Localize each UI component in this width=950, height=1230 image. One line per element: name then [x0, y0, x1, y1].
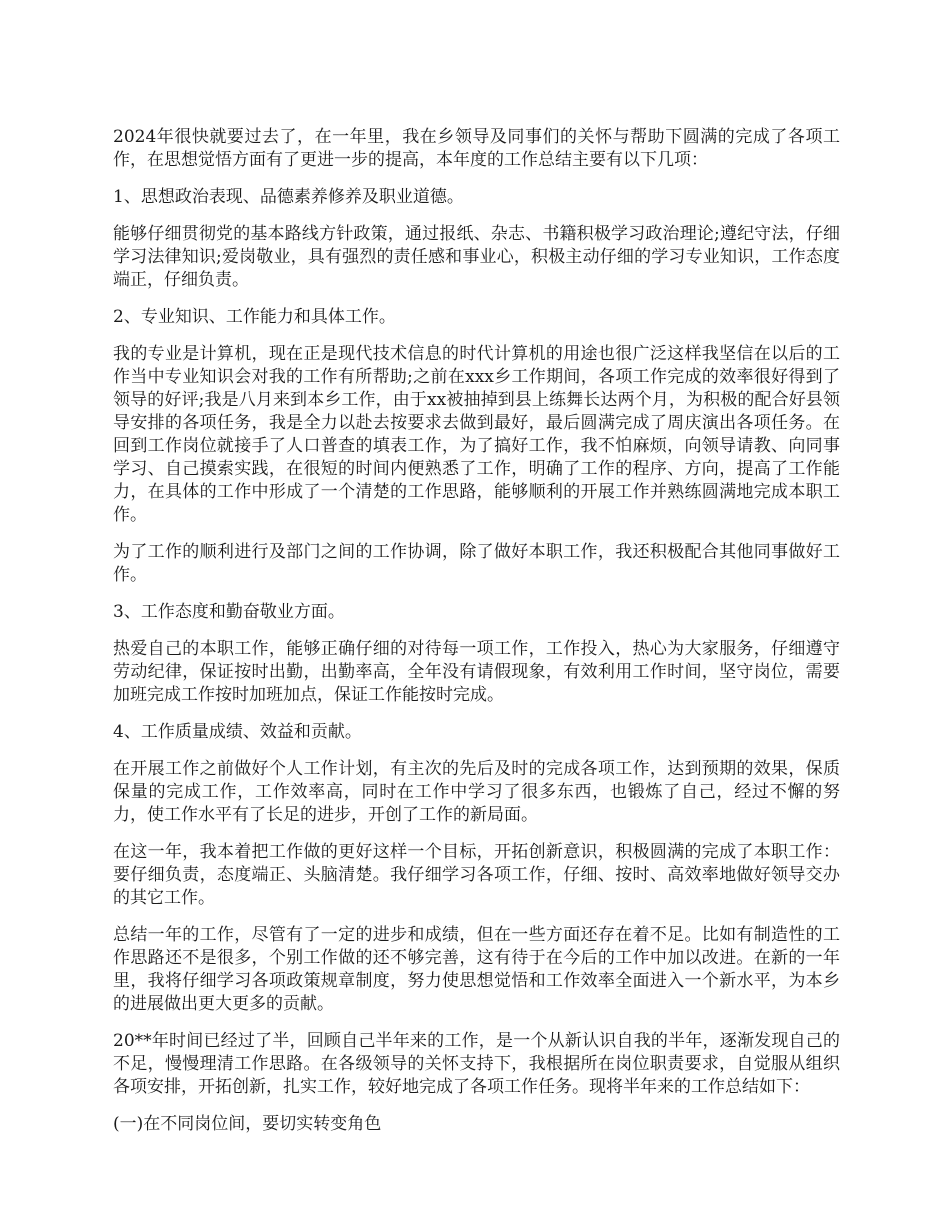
- section-heading-1: 1、思想政治表现、品德素养修养及职业道德。: [113, 187, 464, 207]
- section-heading-2: 2、专业知识、工作能力和具体工作。: [113, 307, 396, 327]
- intro-paragraph: 2024年很快就要过去了，在一年里，我在乡领导及同事们的关怀与帮助下圆满的完成了各项工作，在思想觉悟方面有了更进一步的提高，本年度的工作总结主要有以下几项：: [113, 127, 840, 170]
- paragraph-half-year: 20**年时间已经过了半，回顾自己半年来的工作，是一个从新认识自我的半年，逐渐发现自己的不足，慢慢理清工作思路。在各级领导的关怀支持下，我根据所在岗位职责要求，自觉服从组织各项安排，开拓创新，扎实工作，较好地完成了各项工作任务。现将半年来的工作总结如下：: [113, 1031, 840, 1097]
- paragraph-summary: 总结一年的工作，尽管有了一定的进步和成绩，但在一些方面还存在着不足。比如有制造性的工作思路还不是很多，个别工作做的还不够完善，这有待于在今后的工作中加以改进。在新的一年里，我将仔细学习各项政策规章制度，努力使思想觉悟和工作效率全面进入一个新水平，为本乡的进展做出更大更多的贡献。: [113, 925, 840, 1014]
- paragraph-coordination: 为了工作的顺利进行及部门之间的工作协调，除了做好本职工作，我还积极配合其他同事做好工作。: [113, 542, 840, 585]
- subsection-heading-1: (一)在不同岗位间，要切实转变角色: [113, 1114, 382, 1134]
- paragraph-this-year: 在这一年，我本着把工作做的更好这样一个目标，开拓创新意识，积极圆满的完成了本职工作：要仔细负责，态度端正、头脑清楚。我仔细学习各项工作，仔细、按时、高效率地做好领导交办的其它工作。: [113, 842, 840, 908]
- section-heading-3: 3、工作态度和勤奋敬业方面。: [113, 602, 345, 622]
- section-heading-4: 4、工作质量成绩、效益和贡献。: [113, 722, 362, 742]
- paragraph-political: 能够仔细贯彻党的基本路线方针政策，通过报纸、杂志、书籍积极学习政治理论;遵纪守法，仔细学习法律知识;爱岗敬业，具有强烈的责任感和事业心，积极主动仔细的学习专业知识，工作态度端正，仔细负责。: [113, 224, 840, 290]
- paragraph-professional: 我的专业是计算机，现在正是现代技术信息的时代计算机的用途也很广泛这样我坚信在以后的工作当中专业知识会对我的工作有所帮助;之前在xxx乡工作期间，各项工作完成的效率很好得到了领导的好评;我是八月来到本乡工作，由于xx被抽掉到县上练舞长达两个月，为积极的配合好县领导安排的各项任务，我是全力以赴去按要求去做到最好，最后圆满完成了周庆演出各项任务。在回到工作岗位就接手了人口普查的填表工作，为了搞好工作，我不怕麻烦，向领导请教、向同事学习、自己摸索实践，在很短的时间内便熟悉了工作，明确了工作的程序、方向，提高了工作能力，在具体的工作中形成了一个清楚的工作思路，能够顺利的开展工作并熟练圆满地完成本职工作。: [113, 344, 840, 525]
- paragraph-quality: 在开展工作之前做好个人工作计划，有主次的先后及时的完成各项工作，达到预期的效果，保质保量的完成工作，工作效率高，同时在工作中学习了很多东西，也锻炼了自己，经过不懈的努力，使工作水平有了长足的进步，开创了工作的新局面。: [113, 759, 840, 825]
- document-body: [113, 126, 840, 1150]
- paragraph-attitude: 热爱自己的本职工作，能够正确仔细的对待每一项工作，工作投入，热心为大家服务，仔细遵守劳动纪律，保证按时出勤，出勤率高，全年没有请假现象，有效利用工作时间，坚守岗位，需要加班完成工作按时加班加点，保证工作能按时完成。: [113, 639, 840, 705]
